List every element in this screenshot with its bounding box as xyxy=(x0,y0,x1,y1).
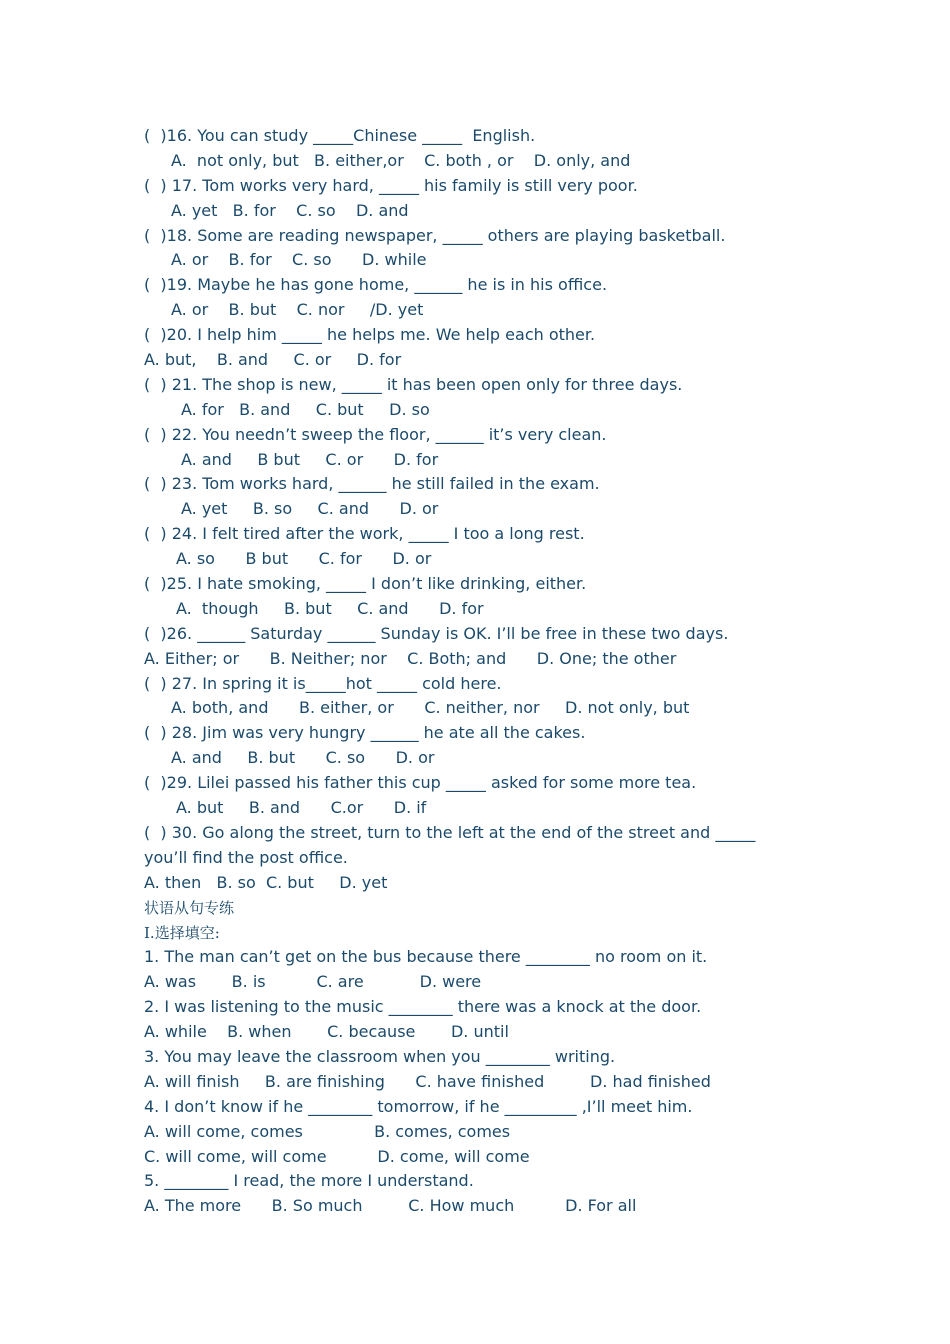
options-25: A. though B. but C. and D. for xyxy=(176,598,484,618)
options-17: A. yet B. for C. so D. and xyxy=(171,200,409,220)
options-27: A. both, and B. either, or C. neither, nor D. not only, but xyxy=(171,698,690,718)
adverbial-options-5: A. The more B. So much C. How much D. For all xyxy=(144,1196,637,1216)
question-26: ( )26. ______ Saturday ______ Sunday is OK. I’ll be free in these two days. xyxy=(144,623,729,643)
options-19: A. or B. but C. nor /D. yet xyxy=(171,300,424,320)
adverbial-options-4a: A. will come, comes B. comes, comes xyxy=(144,1121,511,1141)
exercise-content xyxy=(144,124,844,1219)
options-18: A. or B. for C. so D. while xyxy=(171,250,427,270)
adverbial-question-5: 5. ________ I read, the more I understand. xyxy=(144,1171,474,1191)
question-20: ( )20. I help him _____ he helps me. We help each other. xyxy=(144,325,596,345)
section-subheading: Ⅰ.选择填空: xyxy=(144,923,220,942)
question-21: ( ) 21. The shop is new, _____ it has been open only for three days. xyxy=(144,374,683,394)
adverbial-question-3: 3. You may leave the classroom when you ________ writing. xyxy=(144,1046,616,1066)
adverbial-question-2: 2. I was listening to the music ________ there was a knock at the door. xyxy=(144,997,702,1017)
question-23: ( ) 23. Tom works hard, ______ he still failed in the exam. xyxy=(144,474,600,494)
question-16: ( )16. You can study _____Chinese _____ English. xyxy=(144,126,536,145)
question-30-continued: you’ll find the post office. xyxy=(144,847,348,867)
adverbial-options-2: A. while B. when C. because D. until xyxy=(144,1022,509,1042)
options-22: A. and B but C. or D. for xyxy=(181,449,439,469)
question-22: ( ) 22. You needn’t sweep the floor, ______ it’s very clean. xyxy=(144,424,607,444)
options-24: A. so B but C. for D. or xyxy=(176,549,432,569)
adverbial-options-1: A. was B. is C. are D. were xyxy=(144,972,482,992)
adverbial-question-1: 1. The man can’t get on the bus because there ________ no room on it. xyxy=(144,947,708,967)
options-16: A. not only, but B. either,or C. both , or D. only, and xyxy=(171,150,631,170)
options-26: A. Either; or B. Neither; nor C. Both; and D. One; the other xyxy=(144,648,677,668)
question-28: ( ) 28. Jim was very hungry ______ he ate all the cakes. xyxy=(144,723,586,743)
options-29: A. but B. and C.or D. if xyxy=(176,798,427,818)
question-24: ( ) 24. I felt tired after the work, _____ I too a long rest. xyxy=(144,524,585,544)
adverbial-options-3: A. will finish B. are finishing C. have finished D. had finished xyxy=(144,1071,711,1091)
question-29: ( )29. Lilei passed his father this cup _____ asked for some more tea. xyxy=(144,773,697,793)
options-28: A. and B. but C. so D. or xyxy=(171,748,435,768)
question-19: ( )19. Maybe he has gone home, ______ he is in his office. xyxy=(144,275,608,295)
options-23: A. yet B. so C. and D. or xyxy=(181,499,439,519)
options-30: A. then B. so C. but D. yet xyxy=(144,872,388,892)
question-18: ( )18. Some are reading newspaper, _____ others are playing basketball. xyxy=(144,225,726,245)
question-17: ( ) 17. Tom works very hard, _____ his family is still very poor. xyxy=(144,175,638,195)
options-21: A. for B. and C. but D. so xyxy=(181,399,430,419)
question-27: ( ) 27. In spring it is_____hot _____ cold here. xyxy=(144,673,502,693)
section-heading: 状语从句专练 xyxy=(144,898,235,917)
question-25: ( )25. I hate smoking, _____ I don’t like drinking, either. xyxy=(144,574,587,594)
options-20: A. but, B. and C. or D. for xyxy=(144,350,402,370)
adverbial-options-4b: C. will come, will come D. come, will come xyxy=(144,1146,530,1166)
question-30: ( ) 30. Go along the street, turn to the left at the end of the street and _____ xyxy=(144,822,756,842)
adverbial-question-4: 4. I don’t know if he ________ tomorrow, if he _________ ,I’ll meet him. xyxy=(144,1096,693,1116)
